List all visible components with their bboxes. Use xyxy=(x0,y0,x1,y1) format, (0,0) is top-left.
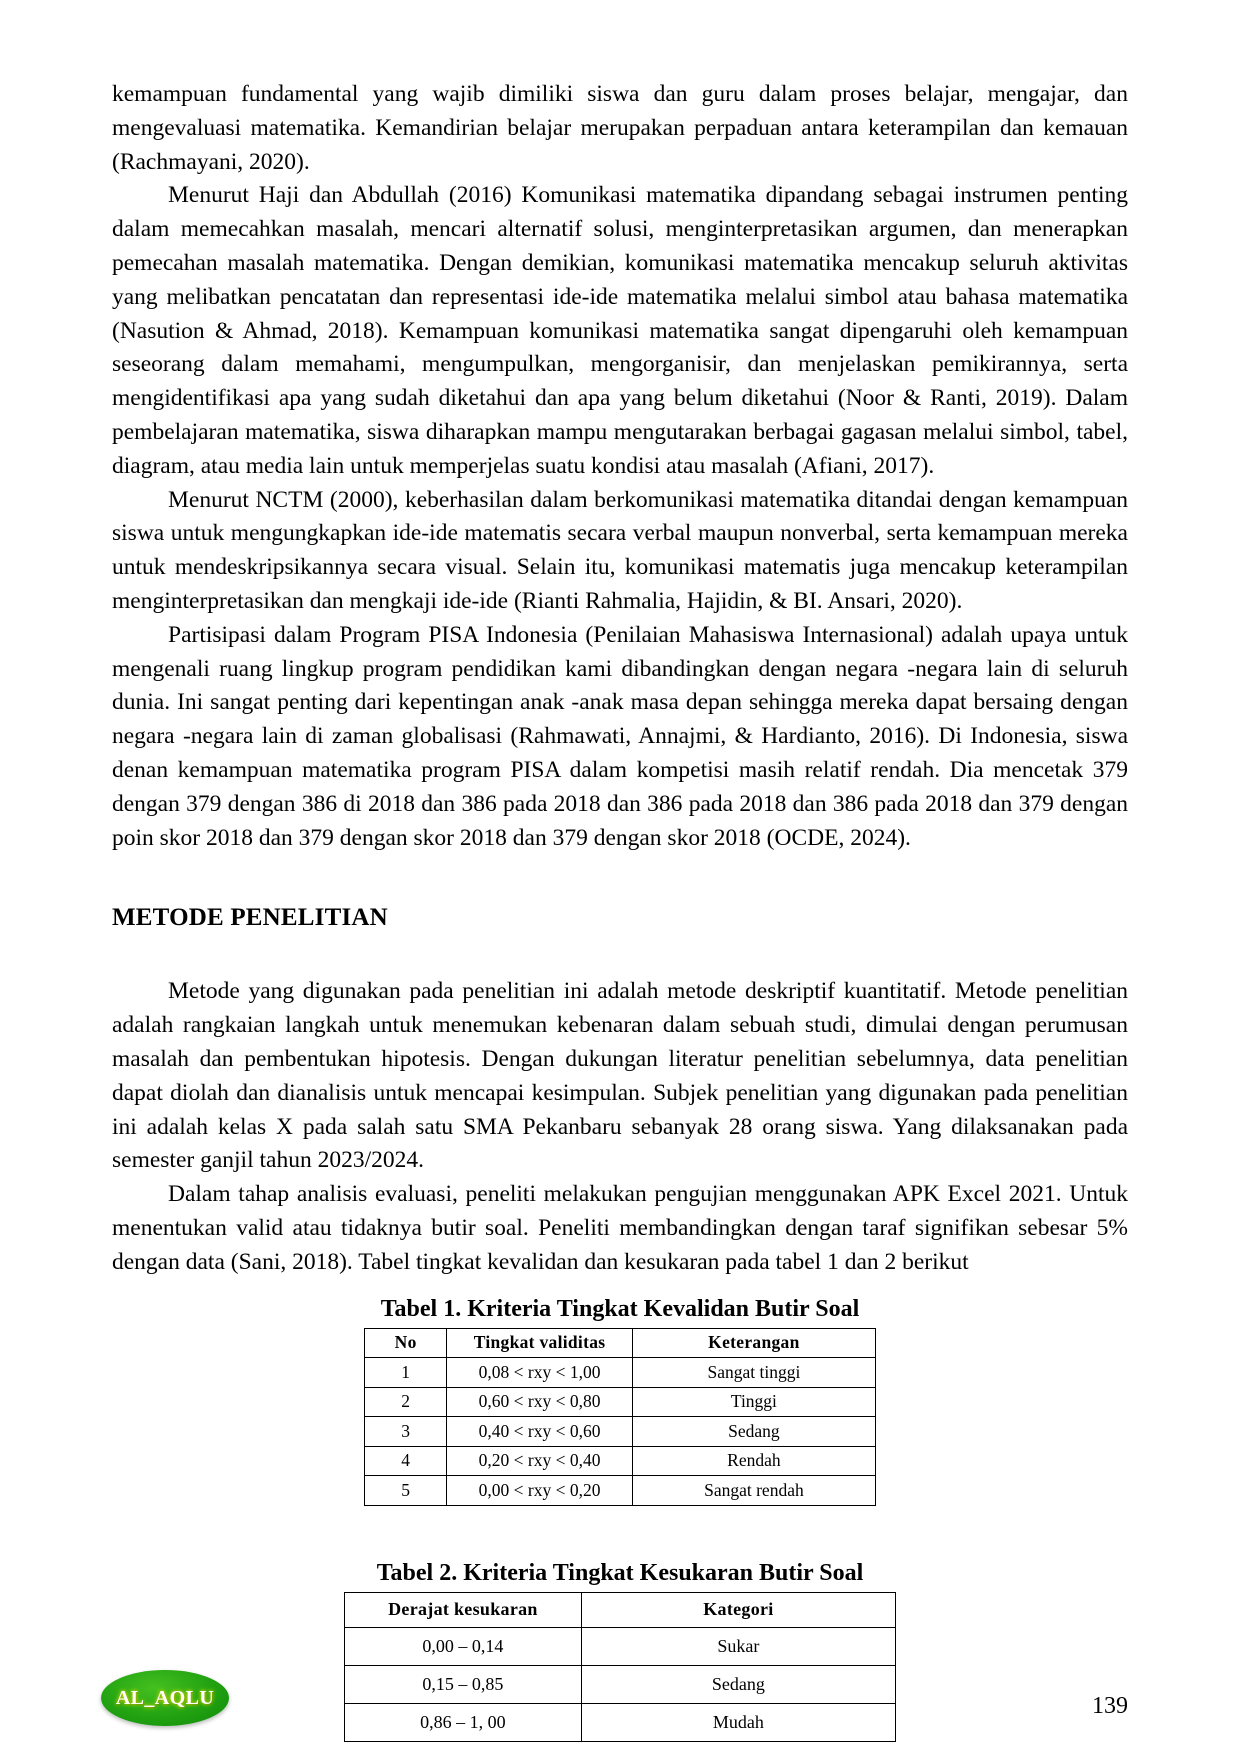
table-gap-spacer xyxy=(112,1506,1128,1558)
table2-cell-kategori: Sukar xyxy=(581,1627,895,1665)
table1-caption: Tabel 1. Kriteria Tingkat Kevalidan Butir Soal xyxy=(380,1295,860,1322)
table1-header-row xyxy=(365,1328,876,1358)
table1-cell-validitas: 0,00 < rxy < 0,20 xyxy=(447,1476,633,1506)
paragraph-pisa: Partisipasi dalam Program PISA Indonesia (Penilaian Mahasiswa Internasional) adalah upaya untuk mengenali ruang lingkup program pendidikan kami dibandingkan dengan negara -negara lain di seluruh dunia. Ini sangat penting dari kepentingan anak -anak masa depan sehingga mereka dapat bersaing dengan negara -negara lain di zaman globalisasi (Rahmawati, Annajmi, & Hardianto, 2016). Di Indonesia, siswa denan kemampuan matematika program PISA dalam kompetisi masih relatif rendah. Dia mencetak 379 dengan 379 dengan 386 di 2018 dan 386 pada 2018 dan 386 pada 2018 dan 386 pada 2018 dan 379 dengan poin skor 2018 dan 379 dengan skor 2018 dan 379 dengan skor 2018 (OCDE, 2024). xyxy=(112,621,1128,851)
page-footer xyxy=(0,1634,1240,1754)
table1-cell-no: 3 xyxy=(365,1417,447,1447)
table2-cell-derajat: 0,86 – 1, 00 xyxy=(345,1703,582,1741)
al-aqlu-logo-text: AL_AQLU xyxy=(115,1686,215,1709)
table2-cell-kategori: Mudah xyxy=(581,1703,895,1741)
section-spacer xyxy=(112,855,1128,901)
table1-cell-keterangan: Sangat rendah xyxy=(632,1476,875,1506)
table-row xyxy=(365,1358,876,1388)
paragraph-nctm: Menurut NCTM (2000), keberhasilan dalam berkomunikasi matematika ditandai dengan kemampuan siswa untuk mengungkapkan ide-ide matematis secara verbal maupun nonverbal, serta kemampuan mereka untuk mendeskripsikannya secara visual. Selain itu, komunikasi matematis juga mencakup keterampilan menginterpretasikan dan mengkaji ide-ide (Rianti Rahmalia, Hajidin, & BI. Ansari, 2020). xyxy=(112,486,1128,614)
heading-spacer xyxy=(112,935,1128,975)
table1-cell-keterangan: Sedang xyxy=(632,1417,875,1447)
table1-cell-no: 2 xyxy=(365,1387,447,1417)
table1-header-validitas: Tingkat validitas xyxy=(447,1328,633,1358)
table1-header-no: No xyxy=(365,1328,447,1358)
table2-cell-derajat: 0,15 – 0,85 xyxy=(345,1665,582,1703)
paragraph-haji-abdullah: Menurut Haji dan Abdullah (2016) Komunikasi matematika dipandang sebagai instrumen penting dalam memecahkan masalah, mencari alternatif solusi, menginterpretasikan argumen, dan menerapkan pemecahan masalah matematika. Dengan demikian, komunikasi matematika mencakup seluruh aktivitas yang melibatkan pencatatan dan representasi ide-ide matematika melalui simbol atau bahasa matematika (Nasution & Ahmad, 2018). Kemampuan komunikasi matematika sangat dipengaruhi oleh kemampuan seseorang dalam memahami, mengumpulkan, mengorganisir, dan menjelaskan pemikirannya, serta mengidentifikasi apa yang sudah diketahui dan apa yang belum diketahui (Noor & Ranti, 2019). Dalam pembelajaran matematika, siswa diharapkan mampu mengutarakan berbagai gagasan melalui simbol, tabel, diagram, atau media lain untuk memperjelas suatu kondisi atau masalah (Afiani, 2017). xyxy=(112,182,1128,479)
section-heading-metode-penelitian: METODE PENELITIAN xyxy=(112,904,388,932)
table2-caption: Tabel 2. Kriteria Tingkat Kesukaran Butir Soal xyxy=(376,1559,864,1586)
table1-cell-keterangan: Sangat tinggi xyxy=(632,1358,875,1388)
table1-cell-keterangan: Rendah xyxy=(632,1446,875,1476)
table2-header-kategori: Kategori xyxy=(581,1592,895,1627)
table-row xyxy=(365,1417,876,1447)
table2-header-derajat: Derajat kesukaran xyxy=(345,1592,582,1627)
table1-cell-validitas: 0,40 < rxy < 0,60 xyxy=(447,1417,633,1447)
table-kriteria-kevalidan xyxy=(364,1328,876,1506)
table1-cell-validitas: 0,60 < rxy < 0,80 xyxy=(447,1387,633,1417)
table-row xyxy=(365,1387,876,1417)
table1-cell-no: 5 xyxy=(365,1476,447,1506)
paragraph-metode-2: Dalam tahap analisis evaluasi, peneliti melakukan pengujian menggunakan APK Excel 2021. Untuk menentukan valid atau tidaknya butir soal. Peneliti membandingkan dengan taraf signifikan sebesar 5% dengan data (Sani, 2018). Tabel tingkat kevalidan dan kesukaran pada tabel 1 dan 2 berikut xyxy=(112,1181,1128,1275)
table1-cell-validitas: 0,08 < rxy < 1,00 xyxy=(447,1358,633,1388)
paragraph-metode-1: Metode yang digunakan pada penelitian ini adalah metode deskriptif kuantitatif. Metode penelitian adalah rangkaian langkah untuk menemukan kebenaran dalam sebuah studi, dimulai dengan perumusan masalah dan pembentukan hipotesis. Dengan dukungan literatur penelitian sebelumnya, data penelitian dapat diolah dan dianalisis untuk mencapai kesimpulan. Subjek penelitian yang digunakan pada penelitian ini adalah kelas X pada salah satu SMA Pekanbaru sebanyak 28 orang siswa. Yang dilaksanakan pada semester ganjil tahun 2023/2024. xyxy=(112,978,1128,1174)
table2-cell-kategori: Sedang xyxy=(581,1665,895,1703)
table2-cell-derajat: 0,00 – 0,14 xyxy=(345,1627,582,1665)
table1-cell-validitas: 0,20 < rxy < 0,40 xyxy=(447,1446,633,1476)
table2-header-row xyxy=(345,1592,896,1627)
table1-cell-keterangan: Tinggi xyxy=(632,1387,875,1417)
table1-block xyxy=(112,1294,1128,1506)
page-number: 139 xyxy=(1092,1693,1128,1719)
table1-cell-no: 1 xyxy=(365,1358,447,1388)
table1-cell-no: 4 xyxy=(365,1446,447,1476)
al-aqlu-logo xyxy=(101,1670,229,1726)
paragraph-kemampuan: kemampuan fundamental yang wajib dimiliki siswa dan guru dalam proses belajar, mengajar, dan mengevaluasi matematika. Kemandirian belajar merupakan perpaduan antara keterampilan dan kemauan (Rachmayani, 2020). xyxy=(112,81,1128,175)
table-row xyxy=(365,1476,876,1506)
table1-header-keterangan: Keterangan xyxy=(632,1328,875,1358)
table-row xyxy=(365,1446,876,1476)
